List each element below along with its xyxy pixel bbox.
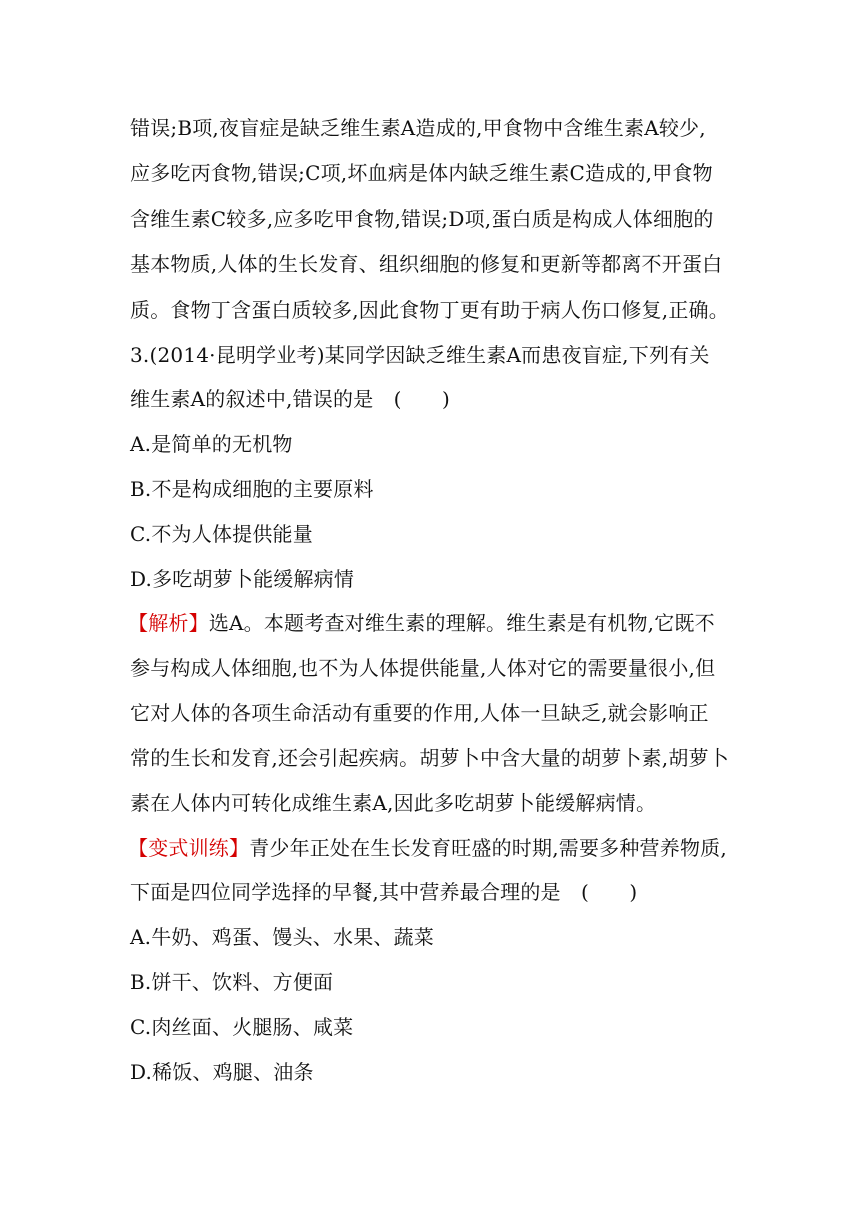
analysis-text-1: 选A。本题考查对维生素的理解。维生素是有机物,它既不 (208, 611, 715, 635)
question-3-analysis-line-5: 素在人体内可转化成维生素A,因此多吃胡萝卜能缓解病情。 (130, 791, 657, 815)
question-3-analysis-line-3: 它对人体的各项生命活动有重要的作用,人体一旦缺乏,就会影响正 (130, 701, 709, 725)
variant-stem-line-2: 下面是四位同学选择的早餐,其中营养最合理的是 ( ) (130, 880, 638, 904)
analysis-tag: 【解析】 (128, 611, 209, 635)
prev-explanation-line-2: 应多吃丙食物,错误;C项,坏血病是体内缺乏维生素C造成的,甲食物 (130, 161, 713, 185)
variant-option-a: A.牛奶、鸡蛋、馒头、水果、蔬菜 (130, 925, 435, 949)
variant-tag: 【变式训练】 (128, 836, 250, 860)
prev-explanation-line-3: 含维生素C较多,应多吃甲食物,错误;D项,蛋白质是构成人体细胞的 (130, 207, 714, 231)
prev-explanation-line-4: 基本物质,人体的生长发育、组织细胞的修复和更新等都离不开蛋白 (130, 252, 723, 276)
prev-explanation-line-5: 质。食物丁含蛋白质较多,因此食物丁更有助于病人伤口修复,正确。 (130, 298, 729, 322)
variant-option-c: C.肉丝面、火腿肠、咸菜 (130, 1015, 354, 1039)
question-3-option-a: A.是简单的无机物 (130, 432, 293, 456)
question-3-option-c: C.不为人体提供能量 (130, 522, 313, 546)
variant-option-b: B.饼干、饮料、方便面 (130, 970, 334, 994)
question-3-analysis-line-4: 常的生长和发育,还会引起疾病。胡萝卜中含大量的胡萝卜素,胡萝卜 (130, 746, 729, 770)
question-3-option-b: B.不是构成细胞的主要原料 (130, 477, 374, 501)
variant-stem-text-1: 青少年正处在生长发育旺盛的时期,需要多种营养物质, (249, 836, 727, 860)
question-3-stem-line-2: 维生素A的叙述中,错误的是 ( ) (130, 387, 451, 411)
question-3-option-d: D.多吃胡萝卜能缓解病情 (130, 567, 355, 591)
variant-option-d: D.稀饭、鸡腿、油条 (130, 1060, 314, 1084)
question-3-stem-line-1: 3.(2014·昆明学业考)某同学因缺乏维生素A而患夜盲症,下列有关 (130, 343, 710, 367)
prev-explanation-line-1: 错误;B项,夜盲症是缺乏维生素A造成的,甲食物中含维生素A较少, (130, 116, 706, 140)
variant-stem-line-1 (128, 834, 728, 862)
question-3-analysis-line-2: 参与构成人体细胞,也不为人体提供能量,人体对它的需要量很小,但 (130, 656, 716, 680)
question-3-analysis-line-1 (128, 609, 728, 637)
